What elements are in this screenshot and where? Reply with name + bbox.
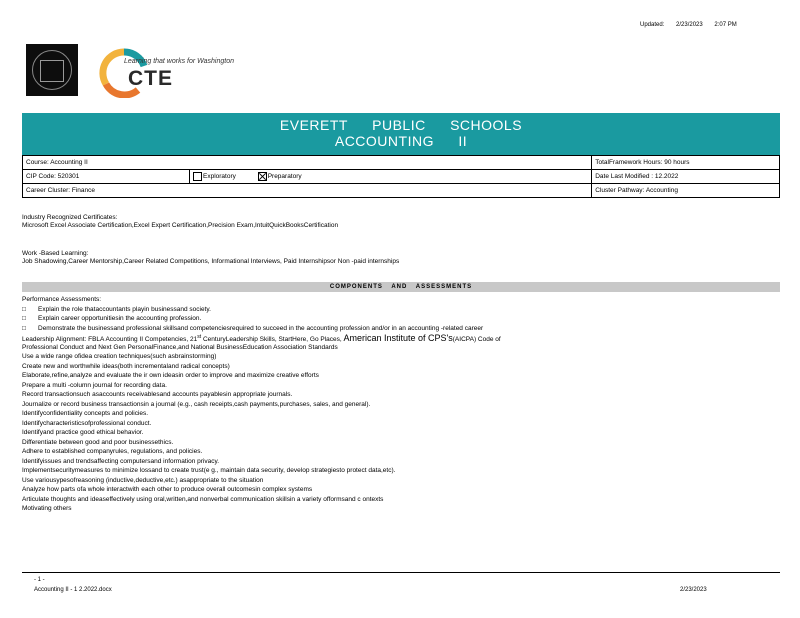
list-item — [22, 314, 782, 324]
list-item: Articulate thoughts and ideaseffectively using oral,written,and nonverbal communication skillsin a variety offormsand c ontexts — [22, 495, 384, 503]
leadership-alignment — [22, 333, 782, 343]
bullet-icon: □ — [22, 305, 26, 313]
list-item: Identifyconfidentiality concepts and policies. — [22, 410, 149, 417]
list-item: Implementsecuritymeasures to minimize lossand to create trust(e g., maintain data security, develop strategiesto protect data,etc). — [22, 467, 396, 474]
exploratory-label: Exploratory — [203, 173, 236, 181]
date-modified-cell: Date Last Modified : 12.2022 — [592, 170, 780, 184]
list-item: Prepare a multi -column journal for recording data. — [22, 381, 167, 389]
updated-time: 2:07 PM — [714, 22, 737, 28]
industry-certificates — [22, 214, 782, 230]
course-title: ACCOUNTING II — [334, 133, 468, 149]
updated-label: Updated: — [640, 22, 665, 28]
footer-date: 2/23/2023 — [680, 587, 707, 593]
preparatory-label: Preparatory — [267, 173, 302, 181]
components-header: COMPONENTS AND ASSESSMENTS — [22, 282, 780, 292]
district-seal-logo — [26, 44, 78, 96]
cluster-pathway-cell: Cluster Pathway: Accounting — [592, 184, 780, 198]
list-item: Create new and worthwhile ideas(both incrementaland radical concepts) — [22, 362, 230, 370]
bullet-icon: □ — [22, 324, 26, 332]
assessment-list — [22, 295, 782, 514]
work-title: Work -Based Learning: — [22, 250, 89, 257]
list-item: Identifyand practice good ethical behavior. — [22, 429, 144, 436]
list-item: Professional Conduct and Next Gen PersonalFinance,and National BusinessEducation Association Standards — [22, 343, 338, 351]
page-number: - 1 - — [34, 577, 45, 583]
leadership-aicpa: American Institute of CPS's — [343, 333, 453, 343]
bullet-text: Explain career opportunitiesin the accounting profession. — [38, 315, 202, 322]
work-based-learning — [22, 250, 782, 266]
leadership-middle: CenturyLeadership Skills, StartHere, Go Places, — [201, 336, 342, 343]
footer-filename: Accounting II - 1 2.2022.docx — [34, 587, 112, 593]
list-item: Identifycharacteristicsofprofessional conduct. — [22, 419, 152, 427]
cte-wordmark: CTE — [128, 67, 173, 90]
performance-title: Performance Assessments: — [22, 296, 102, 303]
district-title: EVERETT PUBLIC SCHOOLS — [279, 117, 523, 133]
footer-divider — [22, 572, 780, 573]
list-item — [22, 305, 782, 315]
list-item: Use variousypesofreasoning (inductive,deductive,etc.) asappropriate to the situation — [22, 476, 264, 484]
industry-title: Industry Recognized Certificates: — [22, 214, 118, 221]
updated-date: 2/23/2023 — [676, 22, 703, 28]
course-info-table — [22, 155, 780, 198]
course-cell: Course: Accounting II — [23, 156, 592, 170]
career-cluster-cell: Career Cluster: Finance — [23, 184, 592, 198]
industry-text: Microsoft Excel Associate Certification,Excel Expert Certification,Precision Exam,IntuitQuickBooksCertification — [22, 222, 339, 229]
exploratory-checkbox[interactable] — [193, 172, 202, 181]
leadership-rest: (AICPA) Code of — [452, 336, 501, 343]
cte-tagline: Learning that works for Washington — [124, 58, 234, 65]
list-item — [22, 324, 782, 334]
list-item: Adhere to established companyrules, regulations, and policies. — [22, 448, 203, 455]
list-item: Record transactionsuch asaccounts receivablesand accounts payablesin appropriate journals. — [22, 391, 293, 398]
preparation-type-cell — [190, 170, 592, 184]
bullet-icon: □ — [22, 315, 26, 322]
cip-code-cell: CIP Code: 520301 — [23, 170, 190, 184]
list-item: Analyze how parts ofa whole interactwith each other to produce overall outcomesin complex systems — [22, 486, 313, 493]
preparatory-checkbox[interactable] — [258, 172, 267, 181]
list-item: Use a wide range ofidea creation techniques(such asbrainstorming) — [22, 353, 217, 360]
list-item: Elaborate,refine,analyze and evaluate the ir own ideasin order to improve and maximize creative efforts — [22, 372, 319, 379]
leadership-sup: st — [197, 334, 202, 340]
title-banner — [22, 113, 780, 155]
bullet-text: Explain the role thataccountants playin businessand society. — [38, 305, 211, 313]
framework-hours-cell: TotalFramework Hours: 90 hours — [592, 156, 780, 170]
list-item: Differentiate between good and poor businessethics. — [22, 438, 174, 446]
list-item: Motivating others — [22, 505, 72, 512]
bullet-text: Demonstrate the businessand professional skillsand competenciesrequired to succeed in the accounting profession and/or in an accounting -related career — [38, 324, 484, 332]
updated-stamp — [640, 22, 747, 28]
work-text: Job Shadowing,Career Mentorship,Career Related Competitions, Informational Interviews, Paid Internshipsor Non -paid internships — [22, 258, 400, 265]
leadership-prefix: Leadership Alignment: FBLA Accounting II Competencies, 21 — [22, 336, 198, 343]
list-item: Journalize or record business transactionsin a journal (e.g., cash receipts,cash payments,purchases, sales, and general). — [22, 400, 371, 408]
list-item: Identifyissues and trendsaffecting computersand information privacy. — [22, 457, 220, 465]
